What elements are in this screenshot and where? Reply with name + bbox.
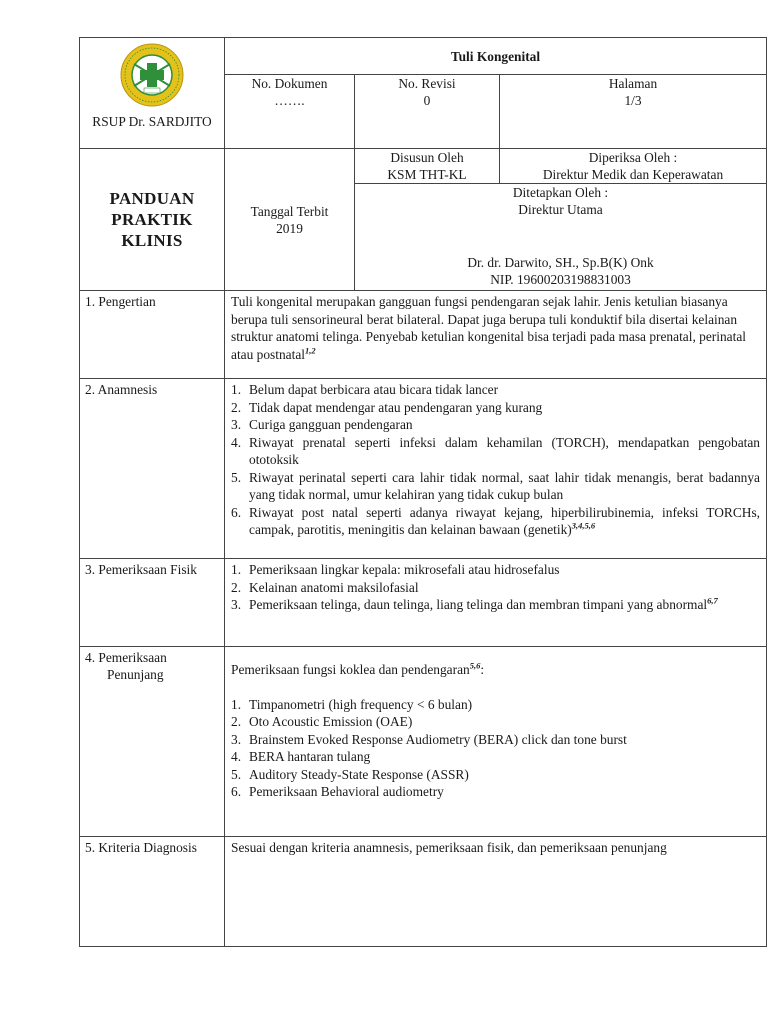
- list-item: 1. Pemeriksaan lingkar kepala: mikrosefali atau hidrosefalus: [231, 562, 560, 577]
- issue-date-value: 2019: [276, 220, 303, 236]
- hospital-logo: [110, 42, 194, 108]
- supporting-exam-list: [231, 696, 760, 801]
- doc-number-cell: [225, 75, 355, 149]
- ppk-line-2: PRAKTIK: [111, 210, 193, 229]
- section-4-label: [80, 647, 225, 837]
- physical-exam-ref: 6,7: [707, 595, 718, 606]
- list-item: 6. Riwayat post natal seperti adanya riwayat kejang, hiperbilirubinemia, infeksi TORCHs, campak, parotitis, meningitis dan kelainan bawaan (genetik)$^{3,4,5,6}$: [231, 504, 760, 537]
- section-1-ref: 1,2: [305, 345, 316, 356]
- doc-number-value: …….: [274, 93, 305, 108]
- checked-by-label: Diperiksa Oleh :: [588, 150, 678, 165]
- checked-by-cell: [500, 149, 767, 184]
- list-item: 6. Pemeriksaan Behavioral audiometry: [231, 784, 444, 799]
- hospital-name: RSUP Dr. SARDJITO: [92, 114, 212, 129]
- section-1-text: Tuli kongenital merupakan gangguan fungsi pendengaran sejak lahir. Jenis ketulian biasanya berupa tuli sensorineural berat bilateral. Dapat juga berupa tuli konduktif bila disertai kelainan struktur anatomi telinga. Penyebab ketulian kongenital bisa terjadi pada masa prenatal, perinatal atau postnatal: [231, 294, 746, 362]
- section-4-ref: 5,6: [469, 660, 481, 671]
- doc-number-label: No. Dokumen: [251, 76, 328, 91]
- list-item: 4. Riwayat prenatal seperti infeksi dalam kehamilan (TORCH), mendapatkan pengobatan ototoksik: [231, 434, 760, 467]
- section-2-label: 2. Anamnesis: [80, 379, 225, 559]
- revision-value: 0: [423, 93, 431, 108]
- list-item: 3. Curiga gangguan pendengaran: [231, 417, 413, 432]
- physical-exam-list: [231, 561, 760, 614]
- list-item: 5. Riwayat perinatal seperti cara lahir tidak normal, saat lahir tidak menangis, berat badannya yang tidak normal, umur kelahiran yang tidak cukup bulan: [231, 469, 760, 502]
- list-item: 3. Brainstem Evoked Response Audiometry (BERA) click dan tone burst: [231, 731, 627, 747]
- list-item: 4. BERA hantaran tulang: [231, 749, 371, 764]
- list-item: 2. Oto Acoustic Emission (OAE): [231, 714, 413, 729]
- list-item: 5. Auditory Steady-State Response (ASSR): [231, 766, 469, 782]
- section-4-label-line-1: 4. Pemeriksaan: [85, 650, 167, 665]
- clinical-guideline-table: [79, 37, 767, 947]
- checked-by-value: Direktur Medik dan Keperawatan: [542, 167, 724, 182]
- signer-name: Dr. dr. Darwito, SH., Sp.B(K) Onk: [467, 255, 654, 270]
- revision-cell: [355, 75, 500, 149]
- anamnesis-ref: 3,4,5,6: [571, 520, 596, 531]
- page-value: 1/3: [624, 93, 642, 108]
- list-item: 1. Timpanometri (high frequency < 6 bulan): [231, 696, 473, 712]
- prepared-by-value: KSM THT-KL: [387, 167, 467, 182]
- signer-nip: NIP. 19600203198831003: [490, 272, 631, 287]
- revision-label: No. Revisi: [398, 76, 456, 91]
- ppk-line-1: PANDUAN: [109, 189, 195, 208]
- ppk-title-cell: [80, 149, 225, 291]
- document-title: Tuli Kongenital: [225, 38, 767, 75]
- ppk-line-3: KLINIS: [121, 231, 183, 250]
- approved-by-cell: [355, 184, 767, 291]
- section-2-content: [225, 379, 767, 559]
- approved-by-label: Ditetapkan Oleh :: [512, 185, 609, 200]
- anamnesis-list: [231, 381, 760, 539]
- section-5-text: Sesuai dengan kriteria anamnesis, pemeriksaan fisik, dan pemeriksaan penunjang: [231, 840, 667, 855]
- list-item: 2. Tidak dapat mendengar atau pendengaran yang kurang: [231, 399, 543, 415]
- issue-date-cell: [225, 149, 355, 291]
- prepared-by-cell: [355, 149, 500, 184]
- section-1-content: [225, 291, 767, 379]
- section-3-content: [225, 559, 767, 647]
- section-4-label-line-2: Penunjang: [107, 667, 164, 682]
- logo-cell: [80, 38, 225, 149]
- list-item: 1. Belum dapat berbicara atau bicara tidak lancer: [231, 382, 499, 397]
- page-cell: [500, 75, 767, 149]
- section-1-label: 1. Pengertian: [80, 291, 225, 379]
- list-item: 2. Kelainan anatomi maksilofasial: [231, 579, 419, 595]
- section-5-label: 5. Kriteria Diagnosis: [80, 837, 225, 947]
- prepared-by-label: Disusun Oleh: [390, 150, 464, 165]
- section-4-intro: Pemeriksaan fungsi koklea dan pendengaran$^{5,6}$:: [231, 660, 485, 677]
- issue-date-label: Tanggal Terbit: [250, 203, 329, 219]
- section-3-label: 3. Pemeriksaan Fisik: [80, 559, 225, 647]
- section-5-content: [225, 837, 767, 947]
- page-label: Halaman: [608, 76, 658, 91]
- list-item: 3. Pemeriksaan telinga, daun telinga, liang telinga dan membran timpani yang abnormal$^{6,7}$: [231, 595, 718, 612]
- section-4-content: [225, 647, 767, 837]
- approved-by-value: Direktur Utama: [518, 202, 603, 217]
